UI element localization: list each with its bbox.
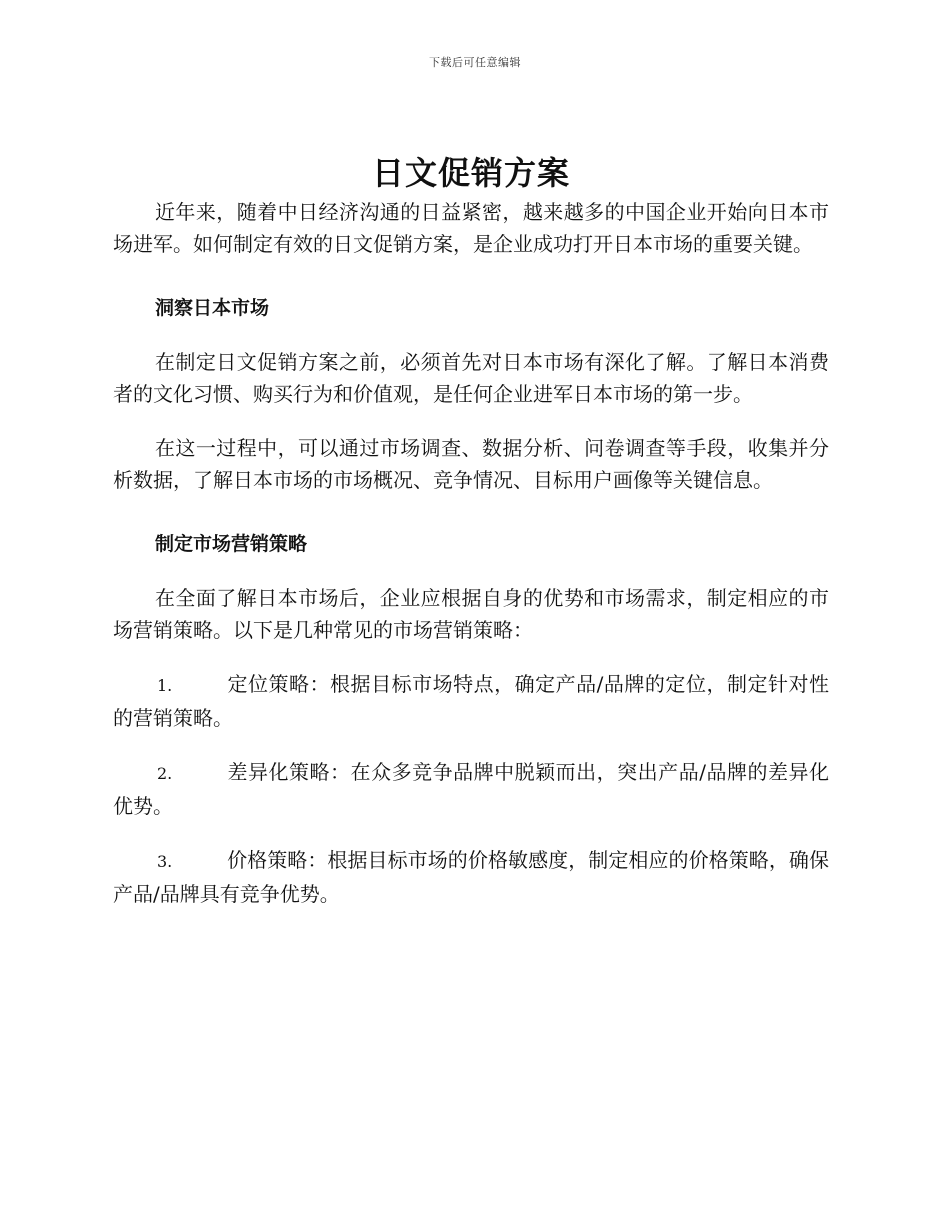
list-number: 1.: [157, 676, 173, 695]
list-item: [113, 756, 829, 822]
list-item-text: 价格策略：根据目标市场的价格敏感度，制定相应的价格策略，确保产品/品牌具有竞争优势。: [113, 848, 829, 906]
section-heading-marketing-strategy: 制定市场营销策略: [155, 533, 308, 555]
body-paragraph: 在制定日文促销方案之前，必须首先对日本市场有深化了解。了解日本消费者的文化习惯、购买行为和价值观，是任何企业进军日本市场的第一步。: [113, 350, 829, 406]
document-body: [113, 150, 829, 932]
body-paragraph: 在这一过程中，可以通过市场调查、数据分析、问卷调查等手段，收集并分析数据，了解日本市场的市场概况、竞争情况、目标用户画像等关键信息。: [113, 436, 829, 492]
list-number: 2.: [157, 764, 173, 783]
document-title: 日文促销方案: [371, 154, 570, 192]
page-header: 下载后可任意编辑: [429, 56, 521, 69]
intro-paragraph: 近年来，随着中日经济沟通的日益紧密，越来越多的中国企业开始向日本市场进军。如何制定有效的日文促销方案，是企业成功打开日本市场的重要关键。: [113, 200, 829, 256]
section-heading-market-insight: 洞察日本市场: [155, 297, 270, 319]
list-number: 3.: [157, 852, 173, 871]
list-item-text: 差异化策略：在众多竞争品牌中脱颖而出，突出产品/品牌的差异化优势。: [113, 760, 829, 818]
list-item-text: 定位策略：根据目标市场特点，确定产品/品牌的定位，制定针对性的营销策略。: [113, 672, 829, 730]
body-paragraph: 在全面了解日本市场后，企业应根据自身的优势和市场需求，制定相应的市场营销策略。以下是几种常见的市场营销策略：: [113, 586, 829, 642]
list-item: [113, 844, 829, 910]
list-item: [113, 668, 829, 734]
